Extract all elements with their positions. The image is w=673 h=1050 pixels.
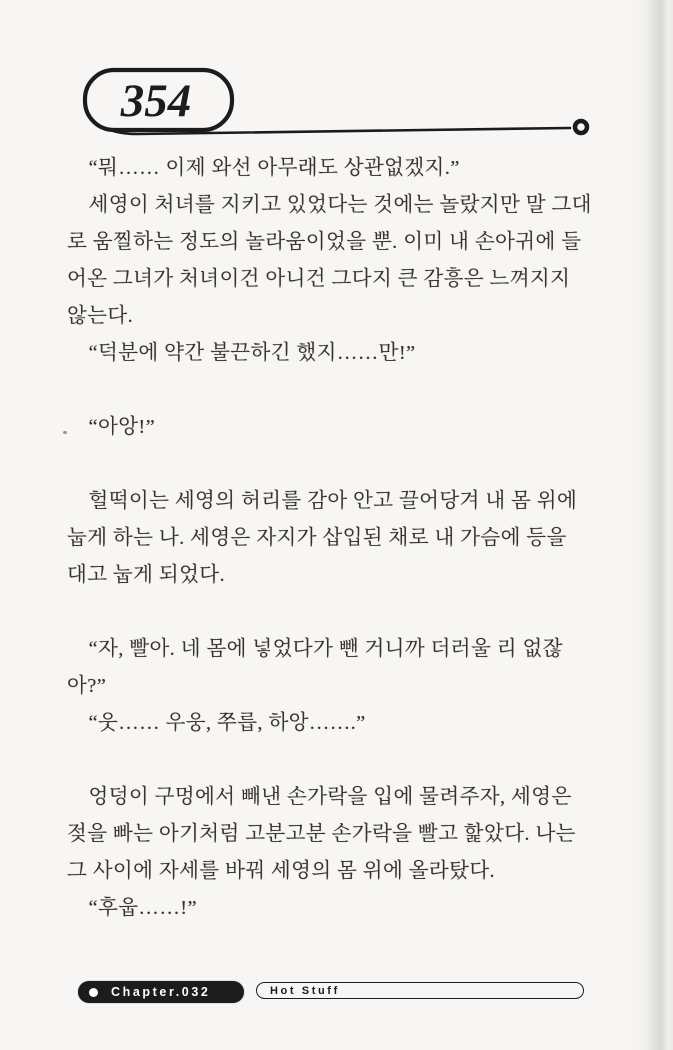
chapter-label: Chapter.032 [111,985,211,999]
chapter-bullet-dot [89,988,98,997]
text-line: 엉덩이 구멍에서 빼낸 손가락을 입에 물려주자, 세영은 [88,786,572,808]
text-line: “웃…… 우웅, 쭈릅, 하앙…….” [88,712,366,734]
text-line: “아앙!” [88,416,156,438]
text-line: 눕게 하는 나. 세영은 자지가 삽입된 채로 내 가슴에 등을 [67,527,567,549]
text-line: “뭐…… 이제 와선 아무래도 상관없겠지.” [88,157,460,179]
text-line: 대고 눕게 되었다. [67,564,225,586]
text-line: 않는다. [67,305,134,327]
text-line: 그 사이에 자세를 바꿔 세영의 몸 위에 올라탔다. [67,860,496,882]
text-line: 아?” [67,675,107,697]
text-line: 어온 그녀가 처녀이건 아니건 그다지 큰 감흥은 느껴지지 [67,268,571,290]
blank-line [67,372,609,409]
chapter-badge [78,981,244,1003]
text-line: 세영이 처녀를 지키고 있었다는 것에는 놀랐지만 말 그대 [88,194,592,216]
page-footer [0,980,673,1006]
blank-line [67,594,609,631]
header-rule-end-dot [575,121,587,133]
scan-artifact-dot [63,431,67,434]
blank-line [67,742,609,779]
page-number: 354 [120,75,192,127]
page-header [0,0,673,160]
blank-line [67,446,609,483]
text-line: 로 움찔하는 정도의 놀라움이었을 뿐. 이미 내 손아귀에 들 [67,231,582,253]
series-label: Hot Stuff [270,984,340,997]
text-line: “자, 빨아. 네 몸에 넣었다가 뺀 거니까 더러울 리 없잖 [88,638,563,660]
page-text [67,150,609,927]
text-line: “후웁……!” [88,897,197,919]
text-line: 젖을 빠는 아기처럼 고분고분 손가락을 빨고 핥았다. 나는 [67,823,576,845]
text-line: “덕분에 약간 불끈하긴 했지……만!” [88,342,416,364]
series-badge [256,982,584,999]
text-line: 헐떡이는 세영의 허리를 감아 안고 끌어당겨 내 몸 위에 [88,490,578,512]
